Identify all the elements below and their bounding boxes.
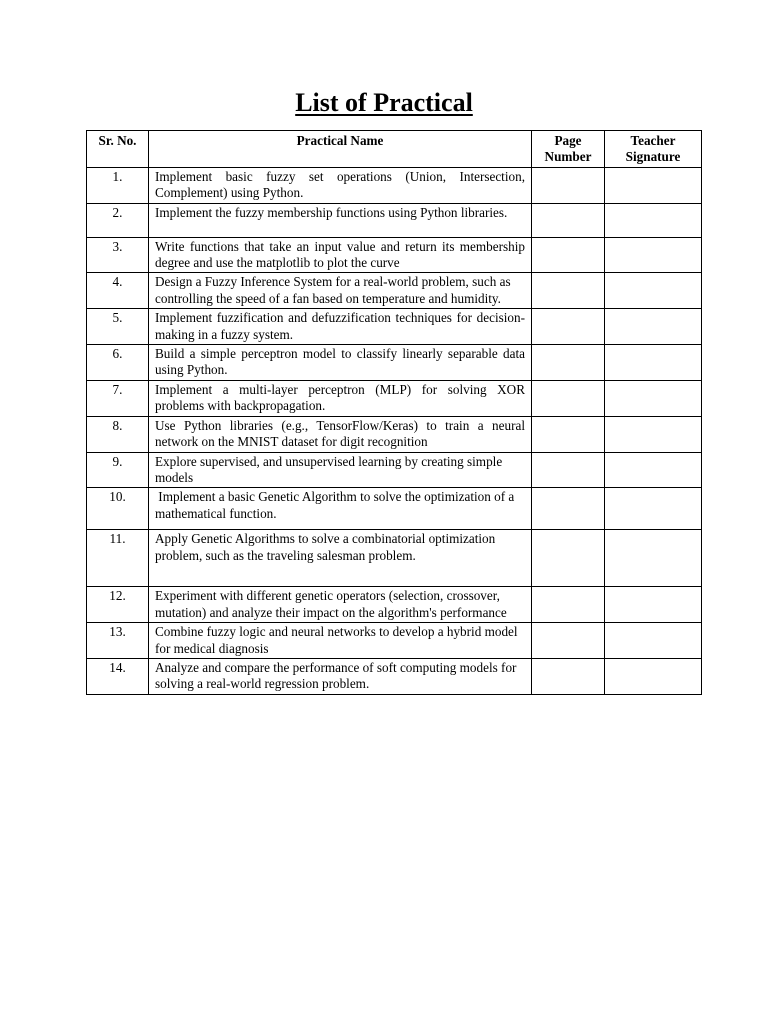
page-number-cell	[532, 167, 605, 203]
practical-name-cell: Write functions that take an input value and return its membership degree and use the matplotlib to plot the curve	[149, 237, 532, 273]
sr-no-cell: 4.	[87, 273, 149, 309]
sr-no-cell: 10.	[87, 488, 149, 530]
teacher-signature-cell	[605, 452, 702, 488]
table-row	[87, 623, 702, 659]
page-number-cell	[532, 237, 605, 273]
table-row	[87, 167, 702, 203]
page-number-cell	[532, 530, 605, 587]
sr-no-cell: 3.	[87, 237, 149, 273]
page-number-cell	[532, 623, 605, 659]
teacher-signature-cell	[605, 167, 702, 203]
table-row	[87, 380, 702, 416]
practical-name-cell: Implement fuzzification and defuzzification techniques for decision-making in a fuzzy system.	[149, 309, 532, 345]
table-row	[87, 488, 702, 530]
teacher-signature-cell	[605, 309, 702, 345]
teacher-signature-cell	[605, 273, 702, 309]
header-teacher-signature: Teacher Signature	[605, 131, 702, 168]
practical-name-cell: Implement a multi-layer perceptron (MLP) for solving XOR problems with backpropagation.	[149, 380, 532, 416]
practical-name-cell: Experiment with different genetic operators (selection, crossover, mutation) and analyze their impact on the algorithm's performance	[149, 587, 532, 623]
table-row	[87, 587, 702, 623]
sr-no-cell: 14.	[87, 658, 149, 694]
table-row	[87, 345, 702, 381]
table-row	[87, 309, 702, 345]
page-number-cell	[532, 488, 605, 530]
page-number-cell	[532, 273, 605, 309]
page-number-cell	[532, 587, 605, 623]
page-number-cell	[532, 658, 605, 694]
teacher-signature-cell	[605, 530, 702, 587]
teacher-signature-cell	[605, 488, 702, 530]
teacher-signature-cell	[605, 380, 702, 416]
practical-name-cell: Build a simple perceptron model to classify linearly separable data using Python.	[149, 345, 532, 381]
sr-no-cell: 2.	[87, 203, 149, 237]
teacher-signature-cell	[605, 416, 702, 452]
practical-name-cell: Explore supervised, and unsupervised learning by creating simple models	[149, 452, 532, 488]
table-row	[87, 658, 702, 694]
sr-no-cell: 13.	[87, 623, 149, 659]
practical-name-cell: Design a Fuzzy Inference System for a real-world problem, such as controlling the speed of a fan based on temperature and humidity.	[149, 273, 532, 309]
sr-no-cell: 7.	[87, 380, 149, 416]
page-title	[0, 86, 768, 120]
practical-name-cell: Implement a basic Genetic Algorithm to solve the optimization of a mathematical function.	[149, 488, 532, 530]
table-header-row	[87, 131, 702, 168]
page-number-cell	[532, 416, 605, 452]
sr-no-cell: 11.	[87, 530, 149, 587]
sr-no-cell: 5.	[87, 309, 149, 345]
page-number-cell	[532, 380, 605, 416]
header-sr-no: Sr. No.	[87, 131, 149, 168]
sr-no-cell: 9.	[87, 452, 149, 488]
page-number-cell	[532, 345, 605, 381]
page-number-cell	[532, 452, 605, 488]
table-row	[87, 273, 702, 309]
teacher-signature-cell	[605, 587, 702, 623]
sr-no-cell: 12.	[87, 587, 149, 623]
teacher-signature-cell	[605, 203, 702, 237]
table-row	[87, 203, 702, 237]
sr-no-cell: 8.	[87, 416, 149, 452]
table-row	[87, 416, 702, 452]
teacher-signature-cell	[605, 345, 702, 381]
practical-name-cell: Implement basic fuzzy set operations (Union, Intersection, Complement) using Python.	[149, 167, 532, 203]
page-number-cell	[532, 203, 605, 237]
table-row	[87, 237, 702, 273]
practical-name-cell: Apply Genetic Algorithms to solve a combinatorial optimization problem, such as the traveling salesman problem.	[149, 530, 532, 587]
page-title-text: List of Practical	[295, 88, 473, 117]
teacher-signature-cell	[605, 237, 702, 273]
practical-list-table	[86, 130, 702, 695]
sr-no-cell: 6.	[87, 345, 149, 381]
practical-name-cell: Combine fuzzy logic and neural networks to develop a hybrid model for medical diagnosis	[149, 623, 532, 659]
table-row	[87, 530, 702, 587]
sr-no-cell: 1.	[87, 167, 149, 203]
page-number-cell	[532, 309, 605, 345]
header-page-number: Page Number	[532, 131, 605, 168]
table-row	[87, 452, 702, 488]
teacher-signature-cell	[605, 623, 702, 659]
practical-name-cell: Analyze and compare the performance of soft computing models for solving a real-world regression problem.	[149, 658, 532, 694]
header-practical-name: Practical Name	[149, 131, 532, 168]
practical-name-cell: Implement the fuzzy membership functions using Python libraries.	[149, 203, 532, 237]
teacher-signature-cell	[605, 658, 702, 694]
practical-name-cell: Use Python libraries (e.g., TensorFlow/Keras) to train a neural network on the MNIST dataset for digit recognition	[149, 416, 532, 452]
